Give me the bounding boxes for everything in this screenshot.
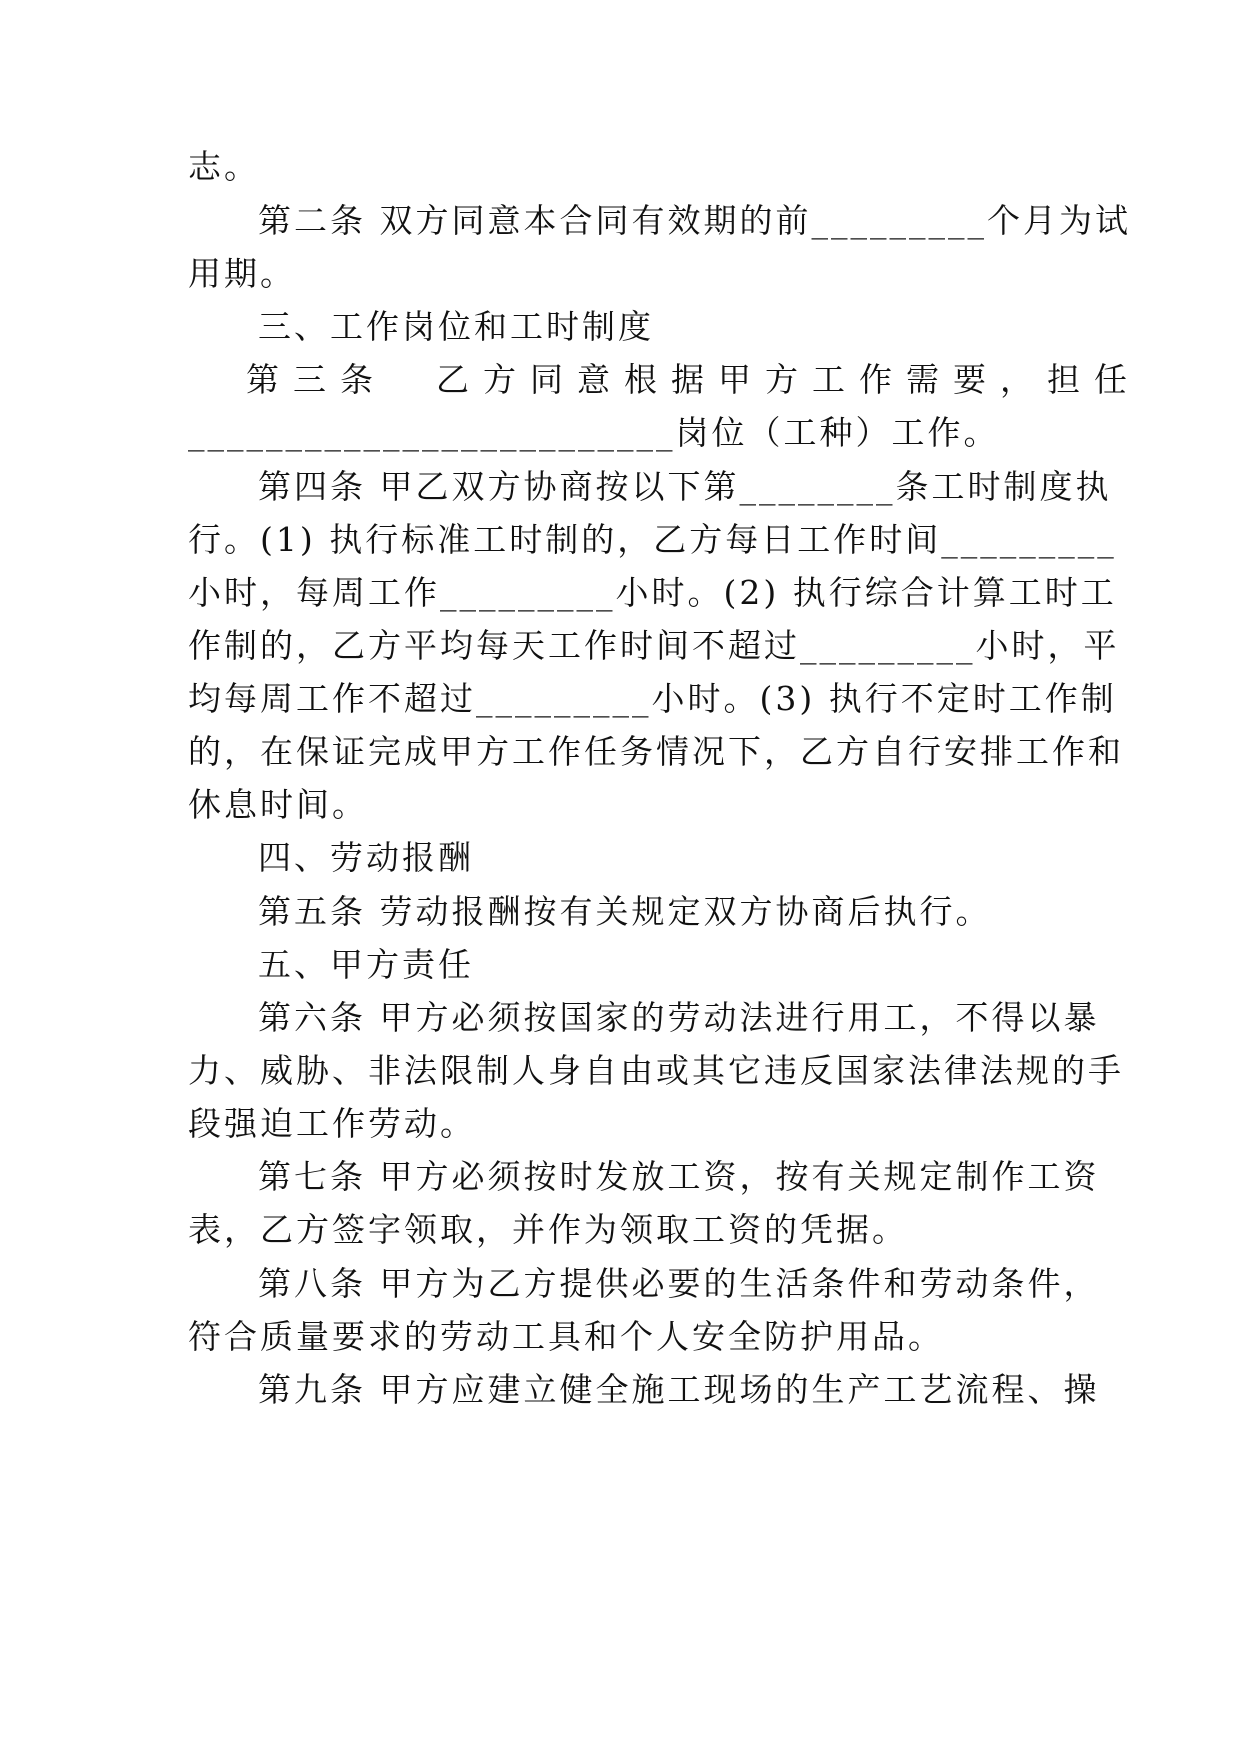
text-line: 第五条 劳动报酬按有关规定双方协商后执行。 xyxy=(258,892,992,931)
text-line: 用期。 xyxy=(188,254,296,293)
section-heading: 三、工作岗位和工时制度 xyxy=(258,307,654,346)
text-line: 第二条 双方同意本合同有效期的前_________个月为试 xyxy=(258,201,1131,240)
text-line: 作制的，乙方平均每天工作时间不超过_________小时，平 xyxy=(188,626,1120,665)
text-line: 力、威胁、非法限制人身自由或其它违反国家法律法规的手 xyxy=(188,1051,1124,1090)
text-line: 第九条 甲方应建立健全施工现场的生产工艺流程、操 xyxy=(258,1370,1100,1409)
text-line: 第三条 乙方同意根据甲方工作需要，担任 xyxy=(246,360,1141,399)
section-heading: 四、劳动报酬 xyxy=(258,838,474,877)
text-line: _________________________岗位（工种）工作。 xyxy=(188,413,1000,452)
text-line: 第六条 甲方必须按国家的劳动法进行用工，不得以暴 xyxy=(258,998,1100,1037)
text-line: 行。(1) 执行标准工时制的，乙方每日工作时间_________ xyxy=(188,520,1117,559)
text-line: 第七条 甲方必须按时发放工资，按有关规定制作工资 xyxy=(258,1157,1100,1196)
text-line: 小时，每周工作_________小时。(2) 执行综合计算工时工 xyxy=(188,573,1117,612)
text-line: 第四条 甲乙双方协商按以下第________条工时制度执 xyxy=(258,467,1112,506)
text-line: 的，在保证完成甲方工作任务情况下，乙方自行安排工作和 xyxy=(188,732,1124,771)
text-line: 均每周工作不超过_________小时。(3) 执行不定时工作制 xyxy=(188,679,1117,718)
text-line: 表，乙方签字领取，并作为领取工资的凭据。 xyxy=(188,1210,908,1249)
text-line: 志。 xyxy=(188,147,260,186)
text-line: 符合质量要求的劳动工具和个人安全防护用品。 xyxy=(188,1317,944,1356)
text-line: 第八条 甲方为乙方提供必要的生活条件和劳动条件， xyxy=(258,1264,1100,1303)
text-line: 休息时间。 xyxy=(188,785,368,824)
text-line: 段强迫工作劳动。 xyxy=(188,1104,476,1143)
section-heading: 五、甲方责任 xyxy=(258,945,474,984)
